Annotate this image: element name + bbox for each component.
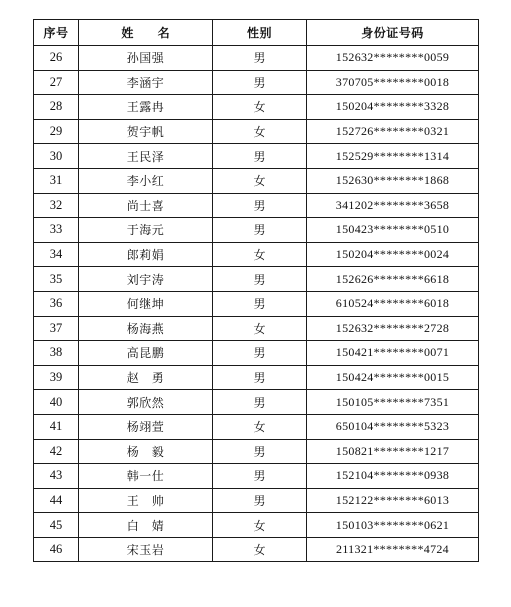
cell-serial-number: 37 [34, 316, 79, 341]
cell-serial-number: 30 [34, 144, 79, 169]
cell-gender: 女 [213, 414, 307, 439]
cell-serial-number: 28 [34, 95, 79, 120]
cell-id-number: 150105********7351 [307, 390, 479, 415]
cell-gender: 男 [213, 46, 307, 71]
cell-name: 贺宇帆 [79, 119, 213, 144]
cell-serial-number: 44 [34, 488, 79, 513]
cell-serial-number: 40 [34, 390, 79, 415]
table-row [34, 119, 479, 144]
cell-id-number: 150103********0621 [307, 513, 479, 538]
cell-name: 王民泽 [79, 144, 213, 169]
cell-name: 赵 勇 [79, 365, 213, 390]
cell-serial-number: 46 [34, 537, 79, 562]
cell-id-number: 150421********0071 [307, 341, 479, 366]
header-serial-number: 序号 [34, 20, 79, 46]
cell-name: 何继坤 [79, 291, 213, 316]
cell-id-number: 211321********4724 [307, 537, 479, 562]
cell-name: 王 帅 [79, 488, 213, 513]
cell-serial-number: 31 [34, 168, 79, 193]
cell-serial-number: 45 [34, 513, 79, 538]
cell-id-number: 150821********1217 [307, 439, 479, 464]
cell-gender: 男 [213, 341, 307, 366]
cell-id-number: 152632********0059 [307, 46, 479, 71]
cell-id-number: 150423********0510 [307, 218, 479, 243]
cell-gender: 男 [213, 439, 307, 464]
cell-id-number: 152626********6618 [307, 267, 479, 292]
cell-name: 杨 毅 [79, 439, 213, 464]
cell-name: 宋玉岩 [79, 537, 213, 562]
table-row [34, 488, 479, 513]
cell-serial-number: 33 [34, 218, 79, 243]
roster-sheet [33, 19, 478, 562]
cell-serial-number: 42 [34, 439, 79, 464]
cell-gender: 男 [213, 488, 307, 513]
table-row [34, 513, 479, 538]
table-row [34, 464, 479, 489]
header-name: 姓 名 [79, 20, 213, 46]
header-row [34, 20, 479, 46]
table-row [34, 439, 479, 464]
cell-gender: 男 [213, 390, 307, 415]
table-row [34, 291, 479, 316]
cell-id-number: 152122********6013 [307, 488, 479, 513]
cell-gender: 女 [213, 95, 307, 120]
cell-serial-number: 36 [34, 291, 79, 316]
cell-name: 郎莉娟 [79, 242, 213, 267]
cell-gender: 男 [213, 193, 307, 218]
table-row [34, 365, 479, 390]
cell-id-number: 650104********5323 [307, 414, 479, 439]
cell-serial-number: 38 [34, 341, 79, 366]
table-row [34, 144, 479, 169]
cell-gender: 女 [213, 537, 307, 562]
cell-id-number: 341202********3658 [307, 193, 479, 218]
table-row [34, 193, 479, 218]
cell-id-number: 152529********1314 [307, 144, 479, 169]
cell-name: 于海元 [79, 218, 213, 243]
table-row [34, 341, 479, 366]
header-id-number: 身份证号码 [307, 20, 479, 46]
table-body [34, 46, 479, 562]
cell-serial-number: 39 [34, 365, 79, 390]
cell-gender: 男 [213, 70, 307, 95]
cell-name: 郭欣然 [79, 390, 213, 415]
cell-name: 尚士喜 [79, 193, 213, 218]
cell-name: 白 婧 [79, 513, 213, 538]
table-row [34, 95, 479, 120]
cell-id-number: 150424********0015 [307, 365, 479, 390]
cell-name: 孙国强 [79, 46, 213, 71]
cell-name: 高昆鹏 [79, 341, 213, 366]
cell-name: 李涵宇 [79, 70, 213, 95]
table-row [34, 390, 479, 415]
table-row [34, 242, 479, 267]
table-row [34, 414, 479, 439]
cell-serial-number: 34 [34, 242, 79, 267]
table-row [34, 267, 479, 292]
cell-id-number: 150204********3328 [307, 95, 479, 120]
cell-serial-number: 27 [34, 70, 79, 95]
table-header [34, 20, 479, 46]
cell-serial-number: 32 [34, 193, 79, 218]
cell-gender: 男 [213, 144, 307, 169]
cell-name: 杨翊萱 [79, 414, 213, 439]
cell-id-number: 152630********1868 [307, 168, 479, 193]
cell-serial-number: 35 [34, 267, 79, 292]
cell-gender: 男 [213, 267, 307, 292]
cell-gender: 女 [213, 119, 307, 144]
header-gender: 性别 [213, 20, 307, 46]
cell-gender: 男 [213, 464, 307, 489]
cell-gender: 女 [213, 316, 307, 341]
cell-serial-number: 41 [34, 414, 79, 439]
cell-id-number: 370705********0018 [307, 70, 479, 95]
cell-id-number: 610524********6018 [307, 291, 479, 316]
cell-serial-number: 43 [34, 464, 79, 489]
table-row [34, 46, 479, 71]
cell-id-number: 150204********0024 [307, 242, 479, 267]
cell-serial-number: 29 [34, 119, 79, 144]
cell-name: 王露冉 [79, 95, 213, 120]
cell-name: 杨海燕 [79, 316, 213, 341]
table-row [34, 537, 479, 562]
table-row [34, 70, 479, 95]
cell-gender: 女 [213, 242, 307, 267]
cell-serial-number: 26 [34, 46, 79, 71]
cell-gender: 男 [213, 218, 307, 243]
cell-name: 韩一仕 [79, 464, 213, 489]
cell-id-number: 152726********0321 [307, 119, 479, 144]
cell-gender: 男 [213, 365, 307, 390]
cell-gender: 男 [213, 291, 307, 316]
cell-id-number: 152632********2728 [307, 316, 479, 341]
cell-id-number: 152104********0938 [307, 464, 479, 489]
roster-table [33, 19, 479, 562]
table-row [34, 218, 479, 243]
cell-gender: 女 [213, 168, 307, 193]
cell-name: 刘宇涛 [79, 267, 213, 292]
table-row [34, 168, 479, 193]
cell-name: 李小红 [79, 168, 213, 193]
table-row [34, 316, 479, 341]
cell-gender: 女 [213, 513, 307, 538]
